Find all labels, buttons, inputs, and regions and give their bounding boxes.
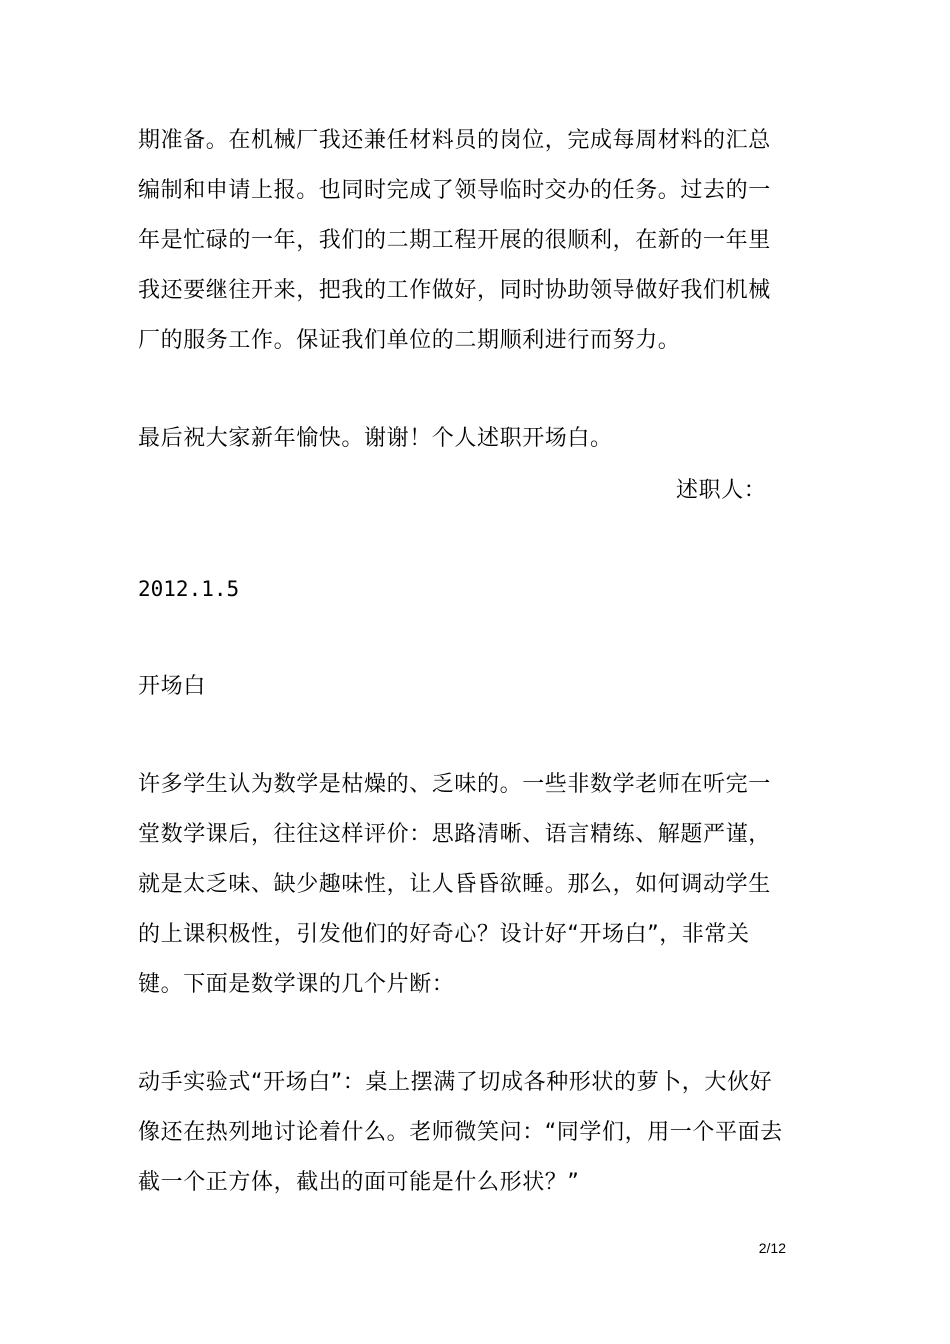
signature-label: 述职人： (676, 478, 767, 503)
page-number: 2/12 (758, 1240, 786, 1256)
document-date: 2012.1.5 (138, 577, 240, 601)
paragraph-work-summary: 期准备。在机械厂我还兼任材料员的岗位，完成每周材料的汇总编制和申请上报。也同时完成了领导临时交办的任务。过去的一年是忙碌的一年，我们的二期工程开展的很顺利，在新的一年里我还要继往开来，把我的工作做好，同时协助领导做好我们机械厂的服务工作。保证我们单位的二期顺利进行而努力。 (138, 128, 771, 353)
paragraph-closing-wishes: 最后祝大家新年愉快。谢谢！个人述职开场白。 (138, 426, 613, 451)
paragraph-math-intro: 许多学生认为数学是枯燥的、乏味的。一些非数学老师在听完一堂数学课后，往往这样评价：思路清晰、语言精练、解题严谨，就是太乏味、缺少趣味性，让人昏昏欲睡。那么，如何调动学生的上课积极性，引发他们的好奇心？设计好“开场白”，非常关键。下面是数学课的几个片断： (138, 772, 771, 997)
paragraph-experiment-opening: 动手实验式“开场白”：桌上摆满了切成各种形状的萝卜，大伙好像还在热列地讨论着什么。老师微笑问：“同学们，用一个平面去截一个正方体，截出的面可能是什么形状？” (138, 1070, 783, 1195)
section-heading: 开场白 (138, 674, 206, 699)
